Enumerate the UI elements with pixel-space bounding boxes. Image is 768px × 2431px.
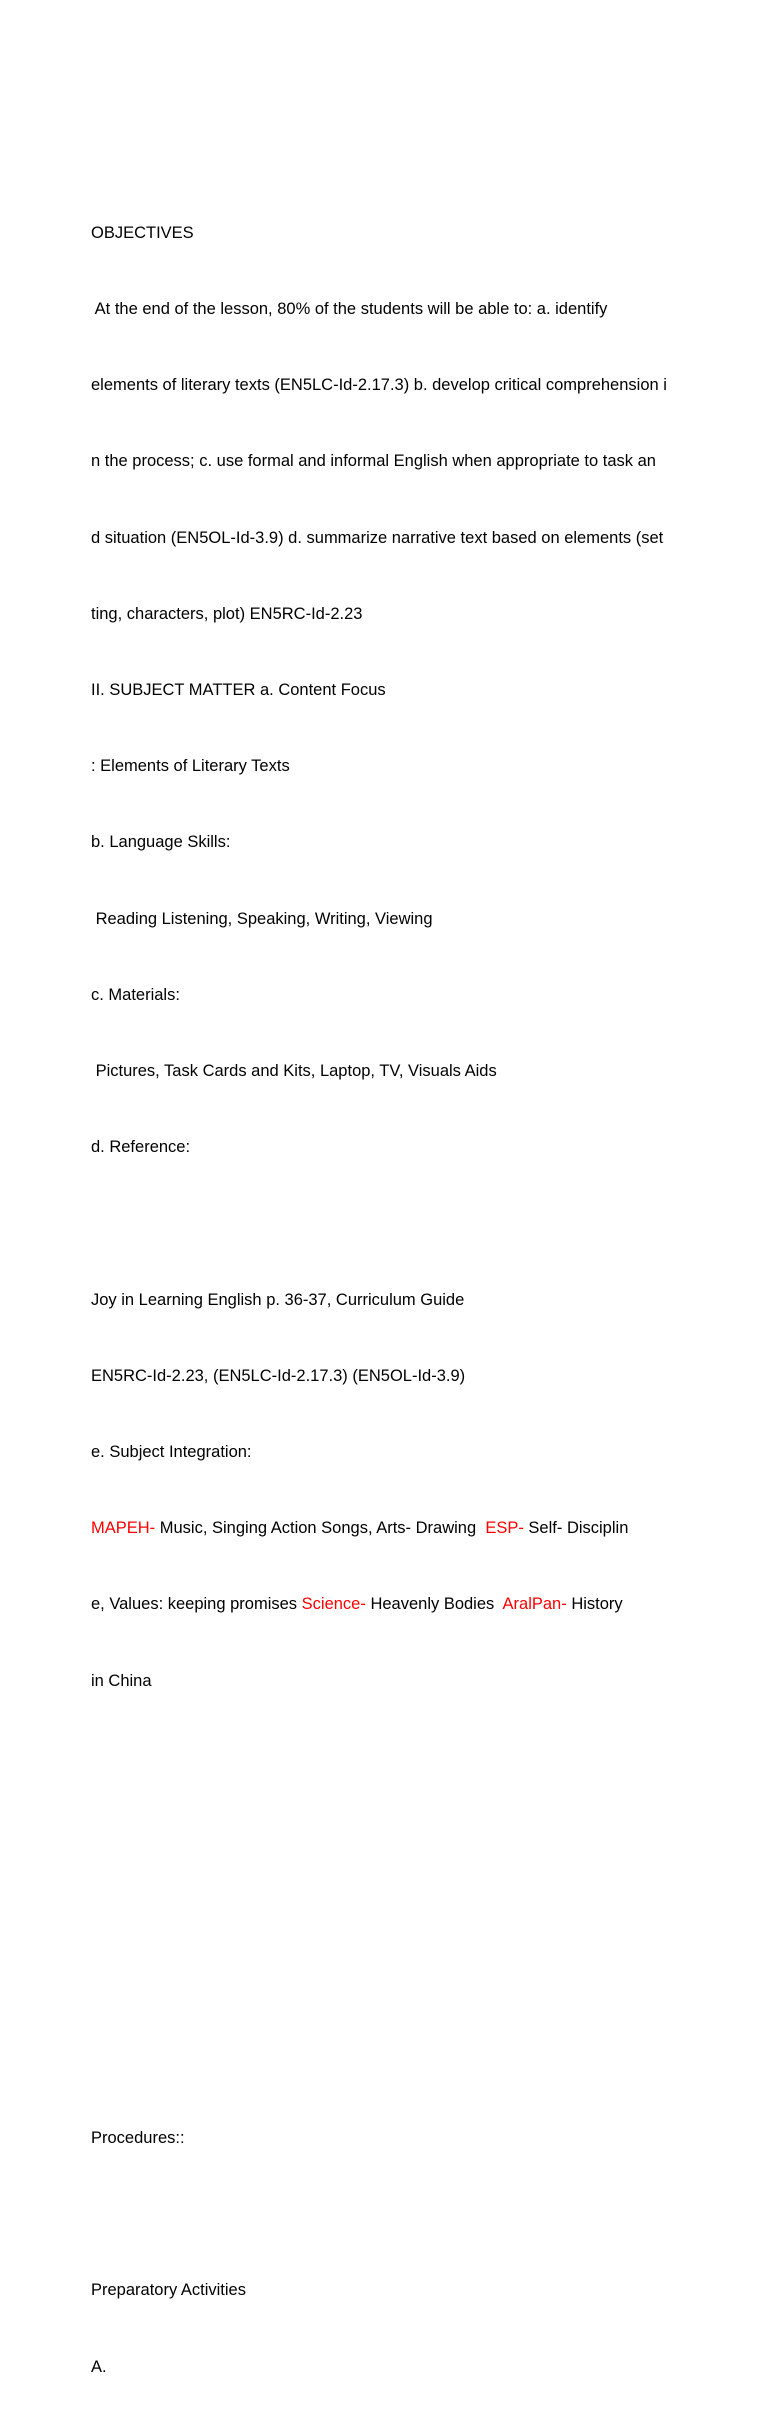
blank-line [91, 1821, 691, 1846]
language-skills-label: b. Language Skills: [91, 833, 231, 852]
subject-matter-heading: II. SUBJECT MATTER a. Content Focus [91, 681, 386, 700]
preparatory-label: Preparatory Activities [91, 2281, 246, 2300]
esp-text-cont: e, Values: keeping promises [91, 1595, 302, 1614]
integration-line-2 [91, 1592, 691, 1617]
procedures-label: Procedures:: [91, 2128, 185, 2147]
blank-line [91, 1745, 691, 1770]
objectives-line-5: ting, characters, plot) EN5RC-Id-2.23 [91, 604, 363, 623]
esp-text: Self- Disciplin [523, 1519, 629, 1538]
blank-line [91, 1211, 691, 1236]
blank-line [91, 1897, 691, 1922]
esp-label: ESP- [485, 1519, 524, 1538]
objectives-line-1: At the end of the lesson, 80% of the students will be able to: a. identify [91, 300, 608, 319]
aralpan-label: AralPan- [502, 1595, 567, 1614]
blank-line [91, 2202, 691, 2227]
integration-label: e. Subject Integration: [91, 1443, 252, 1462]
content-focus: : Elements of Literary Texts [91, 757, 290, 776]
language-skills: Reading Listening, Speaking, Writing, Viewing [91, 909, 433, 928]
integration-line-1 [91, 1516, 691, 1541]
reference-line-2: EN5RC-Id-2.23, (EN5LC-Id-2.17.3) (EN5OL-Id-3.9) [91, 1366, 466, 1385]
blank-line [91, 1973, 691, 1998]
science-label: Science- [301, 1595, 366, 1614]
mapeh-text: Music, Singing Action Songs, Arts- Drawing [155, 1519, 486, 1538]
aralpan-text: History [566, 1595, 623, 1614]
blank-line [91, 2050, 691, 2075]
reference-label: d. Reference: [91, 1138, 191, 1157]
materials: Pictures, Task Cards and Kits, Laptop, TV, Visuals Aids [91, 1062, 497, 1081]
mapeh-label: MAPEH- [91, 1519, 156, 1538]
reference-line-1: Joy in Learning English p. 36-37, Curriculum Guide [91, 1290, 465, 1309]
science-text: Heavenly Bodies [365, 1595, 503, 1614]
objectives-heading: OBJECTIVES [91, 223, 194, 242]
objectives-line-4: d situation (EN5OL-Id-3.9) d. summarize narrative text based on elements (set [91, 528, 664, 547]
integration-line-3: in China [91, 1671, 152, 1690]
objectives-line-3: n the process; c. use formal and informal English when appropriate to task an [91, 452, 656, 471]
materials-label: c. Materials: [91, 985, 180, 1004]
objectives-line-2: elements of literary texts (EN5LC-Id-2.17.3) b. develop critical comprehension i [91, 376, 667, 395]
lesson-plan-text [91, 170, 691, 2431]
item-a: A. [91, 2357, 107, 2376]
